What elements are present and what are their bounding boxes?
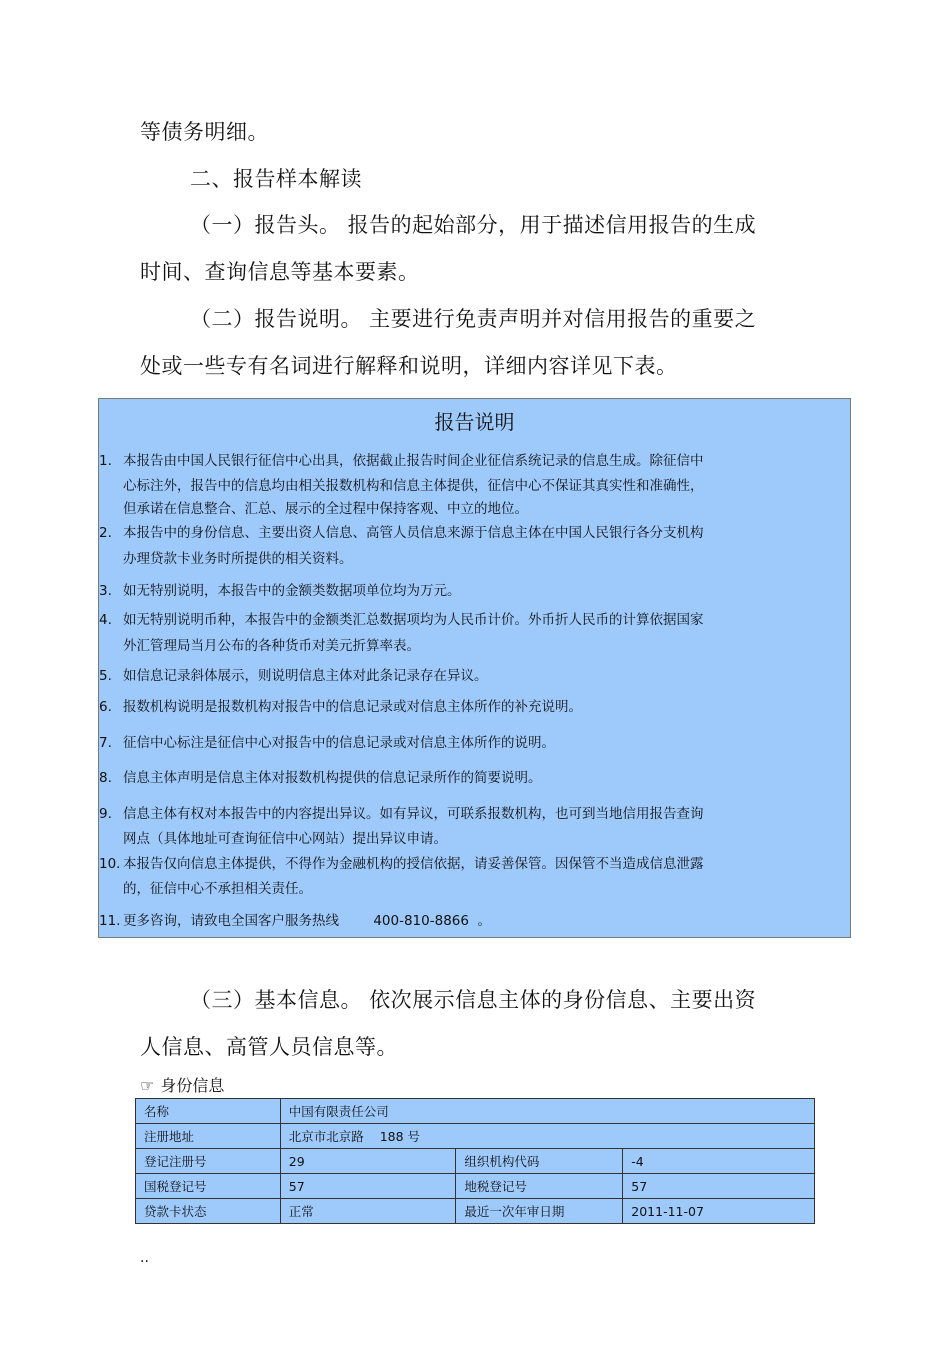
identity-section-title: 身份信息: [160, 1076, 225, 1095]
item-text: 本报告仅向信息主体提供，不得作为金融机构的授信依据，请妥善保管。因保管不当造成信息泄露: [123, 856, 704, 872]
section-heading: 二、报告样本解读: [190, 167, 362, 191]
item-text: 办理贷款卡业务时所提供的相关资料。: [123, 551, 353, 567]
paragraph-line: （一）报告头。 报告的起始部分，用于描述信用报告的生成: [190, 213, 757, 237]
cell-value: 北京市北京路 188 号: [280, 1124, 814, 1149]
table-row: [136, 1199, 815, 1224]
item-text: 的，征信中心不承担相关责任。: [123, 881, 312, 897]
cell-label: 组织机构代码: [456, 1149, 623, 1174]
item-number: 8.: [99, 770, 112, 786]
table-row: [136, 1174, 815, 1199]
cell-value: -4: [623, 1149, 815, 1174]
table-row: [136, 1149, 815, 1174]
item-text: 更多咨询，请致电全国客户服务热线 400-810-8866 。: [123, 913, 492, 929]
item-number: 5.: [99, 668, 112, 684]
item-text: 征信中心标注是征信中心对报告中的信息记录或对信息主体所作的说明。: [123, 735, 555, 751]
item-text: 信息主体声明是信息主体对报数机构提供的信息记录所作的简要说明。: [123, 770, 542, 786]
cell-label: 国税登记号: [136, 1174, 281, 1199]
cell-value: 29: [280, 1149, 456, 1174]
item-number: 7.: [99, 735, 112, 751]
paragraph-line: （三）基本信息。 依次展示信息主体的身份信息、主要出资: [190, 988, 757, 1012]
item-text: 如信息记录斜体展示，则说明信息主体对此条记录存在异议。: [123, 668, 488, 684]
item-text: 报数机构说明是报数机构对报告中的信息记录或对信息主体所作的补充说明。: [123, 699, 582, 715]
cell-label: 注册地址: [136, 1124, 281, 1149]
box-title: 报告说明: [434, 410, 515, 434]
identity-section-heading: [140, 1075, 224, 1097]
item-text: 网点（具体地址可查询征信中心网站）提出异议申请。: [123, 831, 447, 847]
item-number: 6.: [99, 699, 112, 715]
cell-label: 贷款卡状态: [136, 1199, 281, 1224]
cell-value: 57: [280, 1174, 456, 1199]
report-explanation-box: [98, 398, 851, 938]
item-number: 1.: [99, 453, 112, 469]
cell-value: 正常: [280, 1199, 456, 1224]
cell-value: 57: [623, 1174, 815, 1199]
cell-label: 最近一次年审日期: [456, 1199, 623, 1224]
item-number: 11.: [99, 913, 121, 929]
item-number: 9.: [99, 806, 112, 822]
item-text: 信息主体有权对本报告中的内容提出异议。如有异议，可联系报数机构，也可到当地信用报告查询: [123, 806, 704, 822]
item-text: 外汇管理局当月公布的各种货币对美元折算率表。: [123, 638, 420, 654]
paragraph-line: 处或一些专有名词进行解释和说明，详细内容详见下表。: [140, 354, 678, 378]
item-number: 4.: [99, 612, 112, 628]
table-row: [136, 1124, 815, 1149]
item-text: 心标注外，报告中的信息均由相关报数机构和信息主体提供，征信中心不保证其真实性和准确性，: [123, 478, 704, 494]
table-row: [136, 1099, 815, 1124]
item-text: 但承诺在信息整合、汇总、展示的全过程中保持客观、中立的地位。: [123, 501, 528, 517]
item-text: 本报告中的身份信息、主要出资人信息、高管人员信息来源于信息主体在中国人民银行各分支机构: [123, 525, 704, 541]
pointing-hand-icon: ☞: [140, 1076, 155, 1095]
cell-label: 登记注册号: [136, 1149, 281, 1174]
paragraph-line: （二）报告说明。 主要进行免责声明并对信用报告的重要之: [190, 307, 757, 331]
item-number: 3.: [99, 583, 112, 599]
item-number: 2.: [99, 525, 112, 541]
item-text: 如无特别说明，本报告中的金额类数据项单位均为万元。: [123, 583, 461, 599]
paragraph-line: 人信息、高管人员信息等。: [140, 1035, 398, 1059]
item-text: 本报告由中国人民银行征信中心出具，依据截止报告时间企业征信系统记录的信息生成。除征信中: [123, 453, 704, 469]
item-text: 如无特别说明币种，本报告中的金额类汇总数据项均为人民币计价。外币折人民币的计算依据国家: [123, 612, 704, 628]
cell-label: 名称: [136, 1099, 281, 1124]
footer-mark: ..: [140, 1250, 149, 1266]
cell-label: 地税登记号: [456, 1174, 623, 1199]
paragraph-line: 时间、查询信息等基本要素。: [140, 260, 420, 284]
identity-table: [135, 1098, 815, 1224]
cell-value: 中国有限责任公司: [280, 1099, 814, 1124]
paragraph-line: 等债务明细。: [140, 120, 269, 144]
cell-value: 2011-11-07: [623, 1199, 815, 1224]
item-number: 10.: [99, 856, 121, 872]
